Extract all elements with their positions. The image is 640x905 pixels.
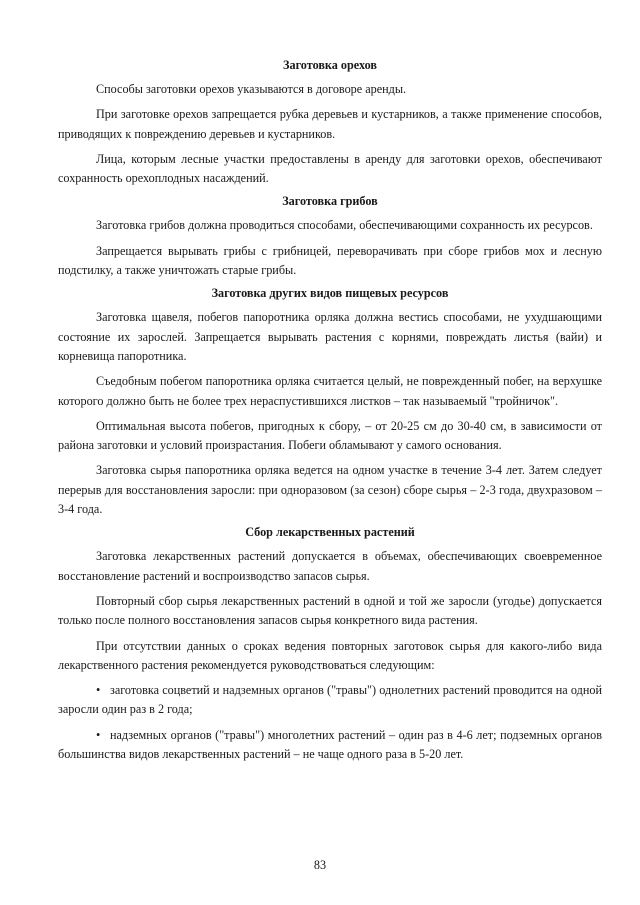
- paragraph: Заготовка сырья папоротника орляка ведется на одном участке в течение 3-4 лет. Затем следует перерыв для восстановления заросли: при одноразовом (за сезон) сборе сырья – 2-3 года, двухразовом – 3-4 года.: [58, 463, 602, 517]
- paragraph: При отсутствии данных о сроках ведения повторных заготовок сырья для какого-либо вида лекарственного растения рекомендуется руководствоваться следующим:: [58, 638, 602, 672]
- section-heading: Заготовка орехов: [283, 58, 377, 72]
- paragraph: Заготовка щавеля, побегов папоротника орляка должна вестись способами, не ухудшающими состояние их зарослей. Запрещается вырывать растения с корнями, повреждать листья (вайи) и корневища папоротника.: [58, 310, 602, 363]
- paragraph: Оптимальная высота побегов, пригодных к сбору, – от 20-25 см до 30-40 см, в зависимости от района заготовки и условий произрастания. Побеги обламывают у самого основания.: [58, 418, 602, 453]
- section-medicinal-plants: [58, 525, 602, 764]
- paragraph: Повторный сбор сырья лекарственных растений в одной и той же заросли (угодье) допускается только после полного восстановления запасов сырья конкретного вида растения.: [58, 593, 602, 628]
- section-nuts: [58, 58, 602, 188]
- bullet-icon: •: [96, 683, 101, 698]
- bullet-list: [58, 681, 602, 764]
- paragraph: При заготовке орехов запрещается рубка деревьев и кустарников, а также применение способов, приводящих к повреждению деревьев и кустарников.: [58, 107, 602, 141]
- section-mushrooms: [58, 194, 602, 280]
- section-heading: Сбор лекарственных растений: [245, 525, 415, 540]
- paragraph: Способы заготовки орехов указываются в договоре аренды.: [96, 82, 407, 96]
- paragraph: Лица, которым лесные участки предоставлены в аренду для заготовки орехов, обеспечивают сохранность орехоплодных насаждений.: [58, 151, 602, 186]
- list-item-text: заготовка соцветий и надземных органов ("травы") однолетних растений проводится на одной заросли один раз в 2 года;: [58, 683, 602, 717]
- page-number: 83: [313, 858, 327, 872]
- paragraph: Запрещается вырывать грибы с грибницей, переворачивать при сборе грибов мох и лесную подстилку, а также уничтожать старые грибы.: [58, 243, 602, 278]
- paragraph: Заготовка грибов должна проводиться способами, обеспечивающими сохранность их ресурсов.: [96, 218, 593, 233]
- list-item: [58, 681, 602, 720]
- section-heading: Заготовка других видов пищевых ресурсов: [211, 286, 449, 301]
- paragraph: Съедобным побегом папоротника орляка считается целый, не поврежденный побег, на верхушке которого должно быть не более трех нераспустившихся листков – так называемый "тройничок".: [58, 374, 602, 408]
- paragraph: Заготовка лекарственных растений допускается в объемах, обеспечивающих своевременное восстановление растений и воспроизводство запасов сырья.: [58, 549, 602, 583]
- list-item: [58, 726, 602, 765]
- bullet-icon: •: [96, 727, 101, 742]
- section-other-food-resources: [58, 286, 602, 519]
- section-heading: Заготовка грибов: [282, 194, 378, 209]
- list-item-text: надземных органов ("травы") многолетних растений – один раз в 4-6 лет; подземных органов большинства видов лекарственных растений – не чаще одного раза в 5-20 лет.: [58, 727, 602, 762]
